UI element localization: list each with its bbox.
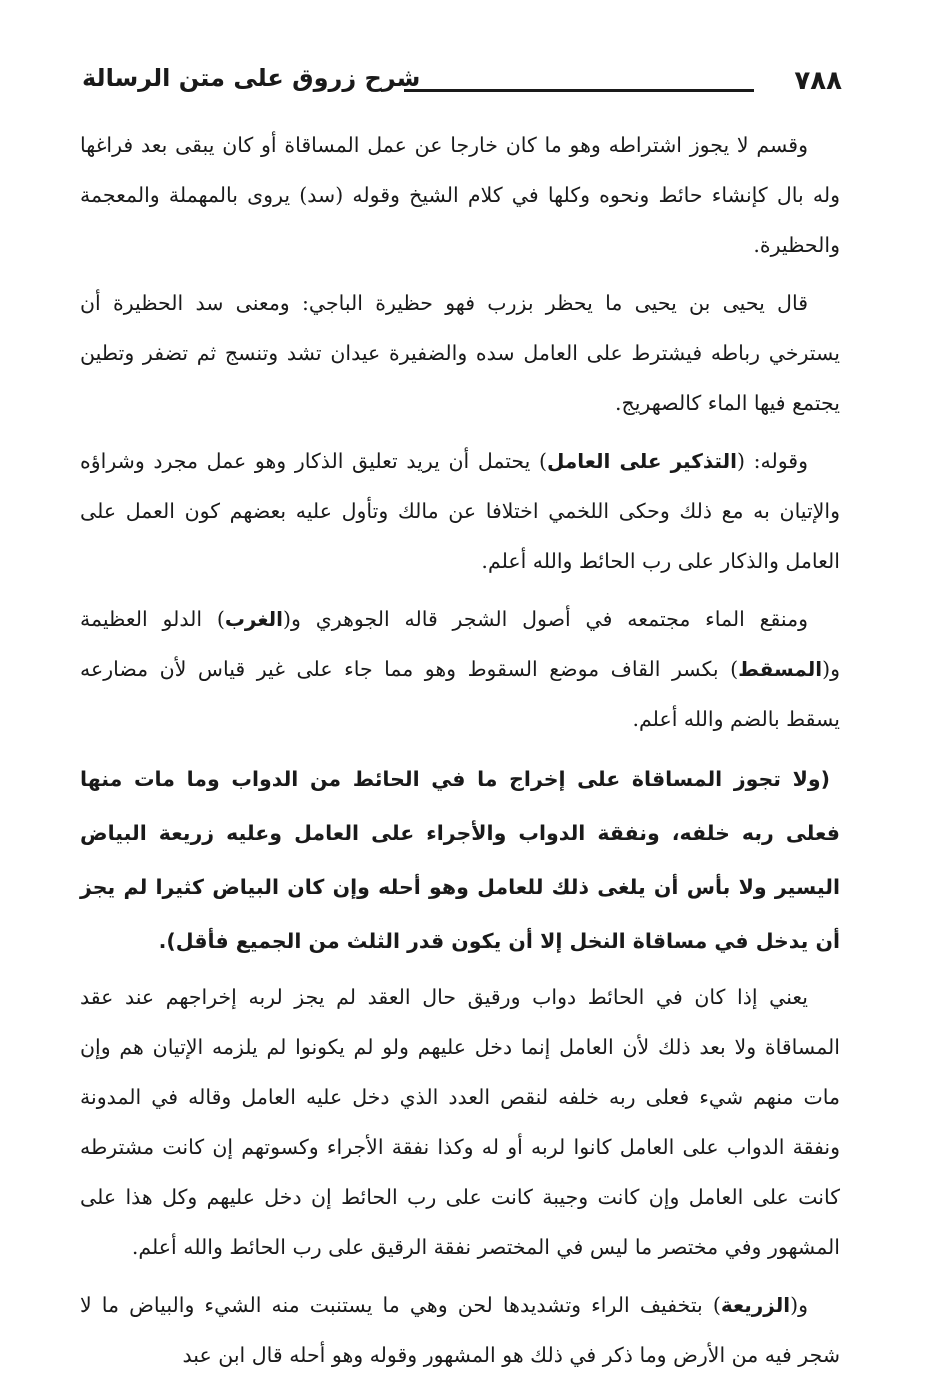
- paragraph-text: ومنقع الماء مجتمعه في أصول الشجر قاله الجوهري و(: [283, 607, 808, 631]
- paragraph-text: وقسم لا يجوز اشتراطه وهو ما كان خارجا عن عمل المساقاة أو كان يبقى بعد فراغها وله بال كإنشاء حائط ونحوه وكلها في كلام الشيخ وقوله (سد) يروى بالمهملة والمعجمة والحظيرة.: [80, 133, 840, 257]
- paragraph: [80, 436, 840, 586]
- paragraph: [80, 972, 840, 1272]
- paragraph-text: ) الدلو العظيمة و(: [80, 607, 840, 681]
- page-number: ٧٨٨: [794, 66, 842, 96]
- bold-term: الغرب: [224, 607, 284, 631]
- running-title: شرح زروق على متن الرسالة: [82, 64, 421, 92]
- paragraph-text: و(: [790, 1293, 808, 1317]
- bold-term: الزريعة: [720, 1293, 791, 1317]
- paragraph: [80, 278, 840, 428]
- paragraph-text: ) يحتمل أن يريد تعليق الذكار وهو عمل مجرد وشراؤه والإتيان به مع ذلك وحكى اللخمي اختلافا عن مالك وتأول عليه بعضهم كون العمل على العامل والذكار على رب الحائط والله أعلم.: [80, 449, 840, 573]
- paragraph-text: يعني إذا كان في الحائط دواب ورقيق حال العقد لم يجز لربه إخراجهم عند عقد المساقاة ولا بعد ذلك لأن العامل إنما دخل عليهم ولو لم يكونوا لم يلزمه الإتيان هم وإن مات منهم شيء فعلى ربه خلفه لنقص العدد الذي دخل عليه العامل وقاله في المدونة ونفقة الدواب على العامل كانوا لربه أو له وكذا نفقة الأجراء وكسوتهم إن كانت مشترطه كانت على العامل وإن كانت وجيبة كانت على رب الحائط إن دخل عليهم وكل هذا على المشهور وفي مختصر ما ليس في المختصر نفقة الرقيق على رب الحائط والله أعلم.: [80, 985, 840, 1259]
- bold-term: المسقط: [738, 657, 823, 681]
- paragraph-text: وقوله: (: [736, 449, 809, 473]
- paragraph: [80, 120, 840, 270]
- bold-term: التذكير على العامل: [547, 449, 737, 473]
- page-body: [80, 120, 840, 1388]
- header-rule: [404, 89, 754, 92]
- paragraph-text: ) بتخفيف الراء وتشديدها لحن وهي ما يستنبت منه الشيء والبياض ما لا شجر فيه من الأرض وما ذكر في ذلك هو المشهور وقوله وهو أحله قال ابن عبد: [80, 1293, 840, 1367]
- paragraph: [80, 1280, 840, 1380]
- page-header: [82, 62, 842, 106]
- paragraph-text: قال يحيى بن يحيى ما يحظر بزرب فهو حظيرة الباجي: ومعنى سد الحظيرة أن يسترخي رباطه فيشترط على العامل سده والضفيرة عيدان تشد وتنسج ثم تضفر وتطين يجتمع فيها الماء كالصهريج.: [80, 291, 840, 415]
- paragraph-text: ) بكسر القاف موضع السقوط وهو مما جاء على غير قياس لأن مضارعه يسقط بالضم والله أعلم.: [80, 657, 840, 731]
- matn-paragraph: [80, 752, 840, 968]
- matn-text: (ولا تجوز المساقاة على إخراج ما في الحائط من الدواب وما مات منها فعلى ربه خلفه، ونفقة الدواب والأجراء على العامل وعليه زريعة البياض اليسير ولا بأس أن يلغى ذلك للعامل وهو أحله وإن كان البياض كثيرا لم يجز أن يدخل في مساقاة النخل إلا أن يكون قدر الثلث من الجميع فأقل).: [80, 767, 840, 953]
- paragraph: [80, 594, 840, 744]
